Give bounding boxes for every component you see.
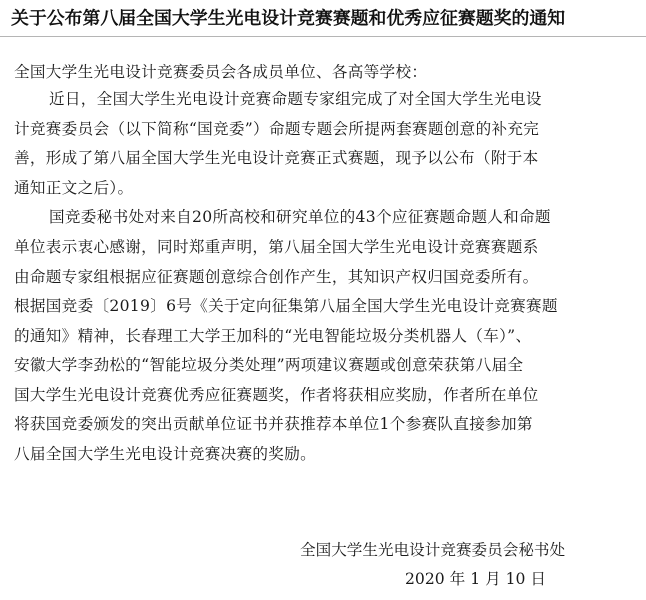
paragraph-2-line-3: 由命题专家组根据应征赛题创意综合创作产生，其知识产权归国竞委所有。	[14, 268, 539, 286]
salutation: 全国大学生光电设计竞赛委员会各成员单位、各高等学校：	[14, 63, 428, 81]
paragraph-1-line-3: 善，形成了第八届全国大学生光电设计竞赛正式赛题，现予以公布（附于本	[14, 149, 539, 167]
paragraph-2-line-8: 将获国竞委颁发的突出贡献单位证书并获推荐本单位1个参赛队直接参加第	[14, 415, 533, 433]
title-divider	[0, 36, 646, 37]
paragraph-2-line-6: 安徽大学李劲松的“智能垃圾分类处理”两项建议赛题或创意荣获第八届全	[14, 356, 524, 374]
signature-date: 2020 年 1 月 10 日	[405, 570, 547, 588]
paragraph-1-line-4: 通知正文之后）。	[14, 179, 134, 197]
paragraph-1-line-1: 近日，全国大学生光电设计竞赛命题专家组完成了对全国大学生光电设	[49, 90, 542, 108]
notice-title: 关于公布第八届全国大学生光电设计竞赛赛题和优秀应征赛题奖的通知	[11, 8, 566, 29]
paragraph-2-line-4: 根据国竞委〔2019〕6号《关于定向征集第八届全国大学生光电设计竞赛赛题	[14, 297, 558, 315]
paragraph-2-line-7: 国大学生光电设计竞赛优秀应征赛题奖，作者将获相应奖励，作者所在单位	[14, 386, 539, 404]
paragraph-2-line-2: 单位表示衷心感谢，同时郑重声明，第八届全国大学生光电设计竞赛赛题系	[14, 238, 539, 256]
signature-organization: 全国大学生光电设计竞赛委员会秘书处	[300, 541, 566, 559]
paragraph-2-line-9: 八届全国大学生光电设计竞赛决赛的奖励。	[14, 445, 316, 463]
paragraph-2-line-5: 的通知》精神，长春理工大学王加科的“光电智能垃圾分类机器人（车）”、	[14, 327, 532, 345]
paragraph-1-line-2: 计竞赛委员会（以下简称“国竞委”）命题专题会所提两套赛题创意的补充完	[14, 120, 540, 138]
paragraph-2-line-1: 国竞委秘书处对来自20所高校和研究单位的43个应征赛题命题人和命题	[49, 208, 551, 226]
